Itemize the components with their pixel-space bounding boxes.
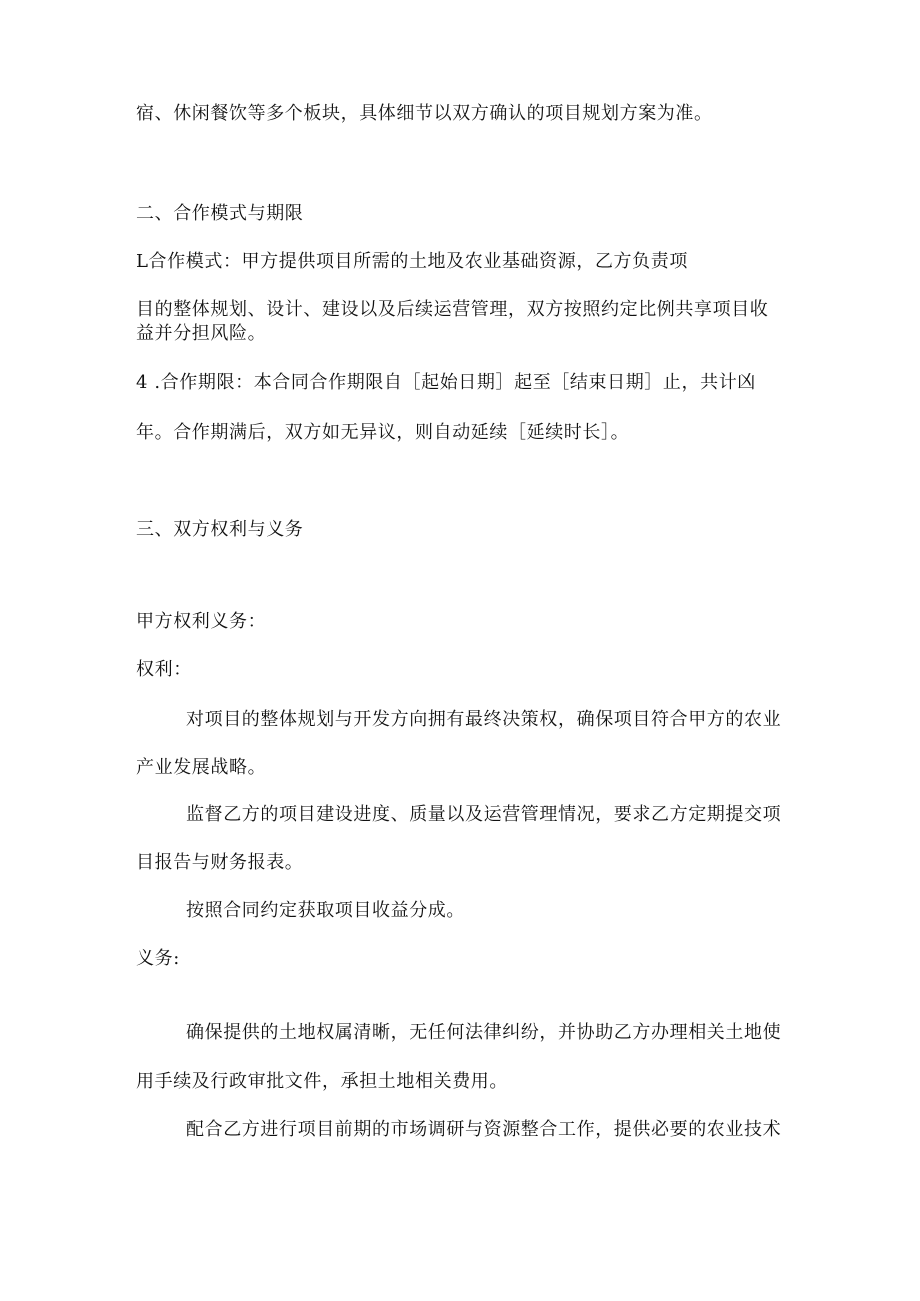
text-line-right-supervision-end: 目报告与财务报表。 (136, 852, 304, 873)
text-line-obligation-research: 配合乙方进行项目前期的市场调研与资源整合工作，提供必要的农业技术 (186, 1119, 782, 1140)
text-line-right-revenue: 按照合同约定获取项目收益分成。 (186, 900, 465, 921)
text-line-obligation-land-end: 用手续及行政审批文件，承担土地相关费用。 (136, 1071, 508, 1092)
text-line-cooperation-mode-cont: 目的整体规划、设计、建设以及后续运营管理，双方按照约定比例共享项目收 (136, 299, 769, 320)
subheading-rights: 权利： (136, 659, 192, 680)
subheading-obligations: 义务: (136, 948, 180, 969)
text-line-cooperation-term: 4 .合作期限：本合同合作期限自［起始日期］起至［结束日期］止，共计凶 (136, 372, 756, 393)
text-line-obligation-land: 确保提供的土地权属清晰，无任何法律纠纷，并协助乙方办理相关土地使 (186, 1022, 782, 1043)
subheading-party-a-rights-obligations: 甲方权利义务： (136, 611, 267, 632)
text-line-right-decision: 对项目的整体规划与开发方向拥有最终决策权，确保项目符合甲方的农业 (186, 709, 782, 730)
text-line-right-decision-end: 产业发展战略。 (136, 757, 267, 778)
text-line-cooperation-term-end: 年。合作期满后，双方如无异议，则自动延续［延续时长］。 (136, 422, 630, 443)
text-line-cooperation-mode-end: 益并分担风险。 (136, 323, 267, 344)
text-line-intro-end: 宿、休闲餐饮等多个板块，具体细节以双方确认的项目规划方案为准。 (136, 103, 713, 124)
section-heading-cooperation-mode: 二、合作模式与期限 (136, 203, 304, 224)
section-heading-rights-obligations: 三、双方权利与义务 (136, 519, 304, 540)
text-line-cooperation-mode: L合作模式：甲方提供项目所需的土地及农业基础资源，乙方负责项 (136, 251, 688, 272)
text-line-right-supervision: 监督乙方的项目建设进度、质量以及运营管理情况，要求乙方定期提交项 (186, 804, 782, 825)
